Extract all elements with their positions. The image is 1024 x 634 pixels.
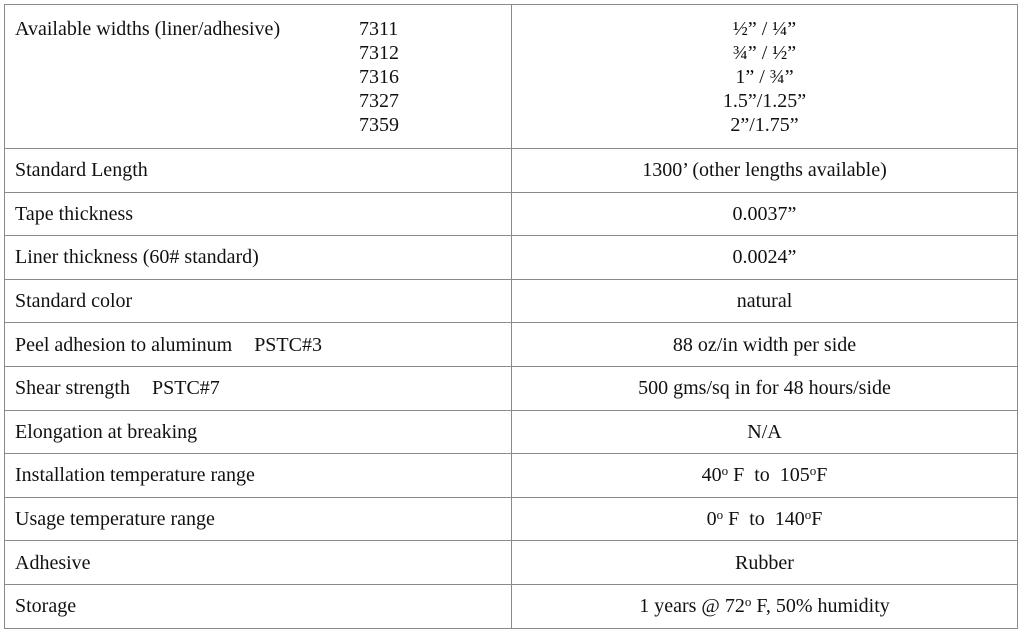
widths-value-cell [512, 5, 1018, 149]
temp-range-text: F to 140 [723, 508, 805, 531]
part-number: 7311 [359, 17, 399, 40]
temp-unit: F [811, 508, 823, 531]
table-row-shear-strength [5, 366, 1018, 410]
property-label: Elongation at breaking [5, 410, 512, 454]
part-number: 7316 [359, 65, 399, 88]
property-label: Storage [5, 584, 512, 628]
widths-label: Available widths (liner/adhesive) [15, 17, 281, 40]
spec-table [4, 4, 1018, 629]
table-row-installation-temp [5, 454, 1018, 498]
width-value: ¾” / ½” [732, 41, 797, 64]
table-row-elongation [5, 410, 1018, 454]
temp-low: 40 [701, 464, 722, 487]
property-label: Usage temperature range [5, 497, 512, 541]
table-row-liner-thickness [5, 236, 1018, 280]
table-row-standard-length [5, 149, 1018, 193]
table-row-adhesive [5, 541, 1018, 585]
property-label-cell [5, 366, 512, 410]
degree-mark: o [804, 507, 812, 523]
property-value: 0.0037” [512, 192, 1018, 236]
part-number-list [359, 17, 399, 137]
property-value: 1300’ (other lengths available) [512, 149, 1018, 193]
table-row-storage [5, 584, 1018, 628]
width-value: 2”/1.75” [730, 113, 799, 136]
temp-unit: F [816, 464, 828, 487]
table-row-peel-adhesion [5, 323, 1018, 367]
width-value: 1.5”/1.25” [722, 89, 807, 112]
temp-range-text: F to 105 [728, 464, 810, 487]
property-value: N/A [512, 410, 1018, 454]
degree-mark: o [809, 463, 817, 479]
property-value-cell [512, 497, 1018, 541]
degree-mark: o [716, 507, 724, 523]
property-label: Peel adhesion to aluminum [15, 333, 233, 356]
property-label: Liner thickness (60# standard) [5, 236, 512, 280]
property-value: 500 gms/sq in for 48 hours/side [512, 366, 1018, 410]
storage-conditions: F, 50% humidity [751, 595, 890, 618]
property-label: Installation temperature range [5, 454, 512, 498]
table-row-standard-color [5, 279, 1018, 323]
degree-mark: o [721, 463, 729, 479]
part-number: 7327 [359, 89, 399, 112]
table-row-tape-thickness [5, 192, 1018, 236]
table-row-usage-temp [5, 497, 1018, 541]
property-label-cell [5, 323, 512, 367]
table-row-widths [5, 5, 1018, 149]
property-value-cell [512, 584, 1018, 628]
test-method: PSTC#7 [151, 377, 220, 400]
part-number: 7359 [359, 113, 399, 136]
temp-low: 0 [706, 508, 717, 531]
part-number: 7312 [359, 41, 399, 64]
property-label: Standard Length [5, 149, 512, 193]
test-method: PSTC#3 [254, 333, 322, 356]
degree-mark: o [744, 594, 752, 610]
property-label: Shear strength [15, 377, 130, 400]
property-label: Tape thickness [5, 192, 512, 236]
property-value-cell [512, 454, 1018, 498]
property-value: Rubber [512, 541, 1018, 585]
widths-property-cell [5, 5, 512, 149]
storage-text: 1 years @ 72 [639, 595, 745, 618]
width-value: ½” / ¼” [732, 17, 797, 40]
width-value: 1” / ¾” [735, 65, 794, 88]
property-value: 0.0024” [512, 236, 1018, 280]
property-label: Standard color [5, 279, 512, 323]
property-value: natural [512, 279, 1018, 323]
property-value: 88 oz/in width per side [512, 323, 1018, 367]
property-label: Adhesive [5, 541, 512, 585]
